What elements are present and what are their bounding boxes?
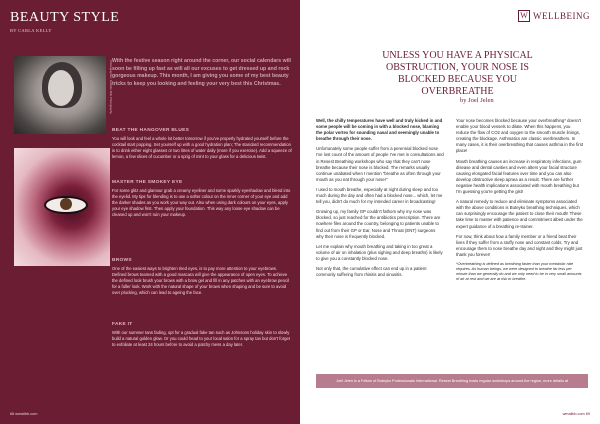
article-paragraph: Not only that, the cumulative effect can end up in a patient commonly suffering from rhinitis and sinusitis.: [316, 265, 427, 278]
section-title: BEAUTY STYLE: [10, 10, 120, 25]
section-body: For some glitz and glamour grab a creamy eyeliner and some sparkly eyeshadow and blend into the eyelid. My tips for blending is to use a softer colour on the inner corner of your eye and add the darker shades as you work your way out. Also when using dark colours on your eyes, apply your eye shadow first. Then apply your foundation. This way any loose eye shadow can be cleaned up and won't ruin your makeup.: [112, 188, 291, 217]
section-body: You will look and feel a whole lot better tomorrow if you've properly hydrated yourself before the cocktail start popping. Set yourself up with a good hydration plan; The standard recommendation is to drink either eight glasses or two litres of water daily (more if you exercise). Add a squeeze of lemon, a few slices of cucumber or a sprig of mint to your glass for a delicious twist.: [112, 136, 292, 159]
wellbeing-brand: [518, 10, 590, 22]
byline: BY CARLA KELLY: [10, 28, 52, 33]
brand-name: WELLBEING: [533, 11, 590, 21]
article-author: by Joel Jelen: [460, 97, 494, 104]
article-paragraph: A natural remedy to reduce and eliminate symptoms associated with the above conditions is Buteyko breathing techniques, which can surprisingly encourage the patient to close their mouth! These take time to master with patience and commitment albeit under the expert guidance of a breathing re-trainer.: [456, 199, 583, 229]
author-bio-bar: Joel Jelen is a Fellow of Buteyko Professionals International. Resest Breathing hosts regular workshops around the region, more details at www.resetbreathing.com: [316, 374, 588, 388]
article-column-left: [316, 118, 444, 282]
section-body: With our summer tans fading, opt for a gradual fake tan such as Johnsons holiday skin to slowly build a natural golden glow. Or you could head to your local salon for a spray tan but don't forget to exfoliate at least 24 hours before to avoid a patchy mess a day later.: [112, 330, 290, 347]
section-heading: MASTER THE SMOKEY EYE: [112, 180, 183, 185]
article-footnote: *Overbreathing is defined as breathing faster than your metabolic rate requires. As human beings, we were designed to breathe far less per minute than we generally do and we only need to be in very small amounts of air at rest and we are at risk to breathe.: [456, 261, 582, 281]
left-header: [10, 10, 210, 33]
article-paragraph: Mouth breathing causes an increase in respiratory infections, gum disease and dental cavities and even alters your facial structure causing elongated facial features over time and you can also develop obstructive sleep apnea as a result. There are further negative health implications associated with mouth breathing but I'm guessing you're getting the gist!: [456, 158, 582, 195]
article-paragraph: I used to mouth breathe, especially at night during sleep and too much during the day and often had a blocked nose... which, let me tell you, didn't do much for my intended career in broadcasting!: [316, 186, 443, 205]
section-body: One of the easiest ways to brighten tired eyes, is to pay more attention to your eyebrows. Defined brows teamed with a good mascara will give the appearance of open eyes. To achieve the defined look brush your brows with a brow gel and fill in any patches with an eyebrow pencil for a fuller look. Work with the natural shape of your brows when shaping and be sure to avoid over plucking, which can lead to ageing the face.: [112, 266, 289, 295]
article-paragraph: Unfortunately some people suffer from a perennial blocked nose I've lost count of the amount of people I've met in consultations and in Resest Breathing workshops who say that they can't nose breathe because their nose is blocked. The remarks usually continue unabated when I mention "breathe as often through your mouth as you eat through your nose!": [316, 146, 444, 182]
article-paragraph: Your nose becomes blocked because your overbreathing* doesn't enable your blood vessels to dilate. When this happens, you reduce the flow of CO2 and oxygen to the smooth muscle linings, creating the blockage. Asthmatics are classic overbreathers. In many cases, it is their overbreathing that causes asthma in the first place!: [456, 118, 584, 154]
section-heading: FAKE IT: [112, 322, 133, 327]
article-paragraph: Growing up, my family GP couldn't fathom why my nose was blocked, so just reached for the antibiotics prescription. There are nowhere files around the country, belonging to patients unable to find out from their GP or Ear, Nose and Throat (ENT) surgeons why their nose is frequently blocked.: [316, 209, 441, 239]
article-paragraph: Well, the chilly temperatures have well and truly kicked in and some people will be coming in with a blocked nose, blaming the polar vortex for sounding nasal and seemingly unable to breathe through their nose.: [316, 118, 443, 142]
section-heading: BROWS: [112, 258, 132, 263]
page-footer-right: wmailbb.com 69: [562, 412, 590, 416]
smokey-eye-image: [14, 148, 110, 266]
article-headline: UNLESS YOU HAVE A PHYSICAL OBSTRUCTION, YOUR NOSE IS BLOCKED BECAUSE YOU OVERBREATHE: [382, 50, 533, 97]
article-paragraph: Let me explain why mouth breathing and taking in too great a volume of air on inhalation (plus sighing and deep breaths) is likely to give you a constantly blocked nose.: [316, 243, 443, 261]
section-heading: BEAT THE HANGOVER BLUES: [112, 128, 190, 133]
page-footer-left: 68 wmailbb.com: [10, 412, 38, 416]
article-paragraph: For now, think about how a family member or a friend beat their lives if they suffer from a stuffy nose and constant colds. Try and encourage them to nose breathe day and night and they might just thank you forever!: [456, 233, 583, 257]
photo-credit: Photographer: Collette Bolt Photography: [109, 60, 113, 114]
article-column-right: [456, 118, 584, 286]
intro-paragraph: With the festive season right around the corner, our social calendars will soon be filling up fast as will all our excuses to get dressed up and rock gorgeous makeup. This month, I am giving you some of my best beauty tricks to keep you looking and feeling your very best this Christmas.: [112, 58, 291, 87]
brand-logo-icon: W: [518, 10, 530, 22]
right-page: [300, 0, 600, 424]
author-portrait-image: [14, 56, 106, 134]
